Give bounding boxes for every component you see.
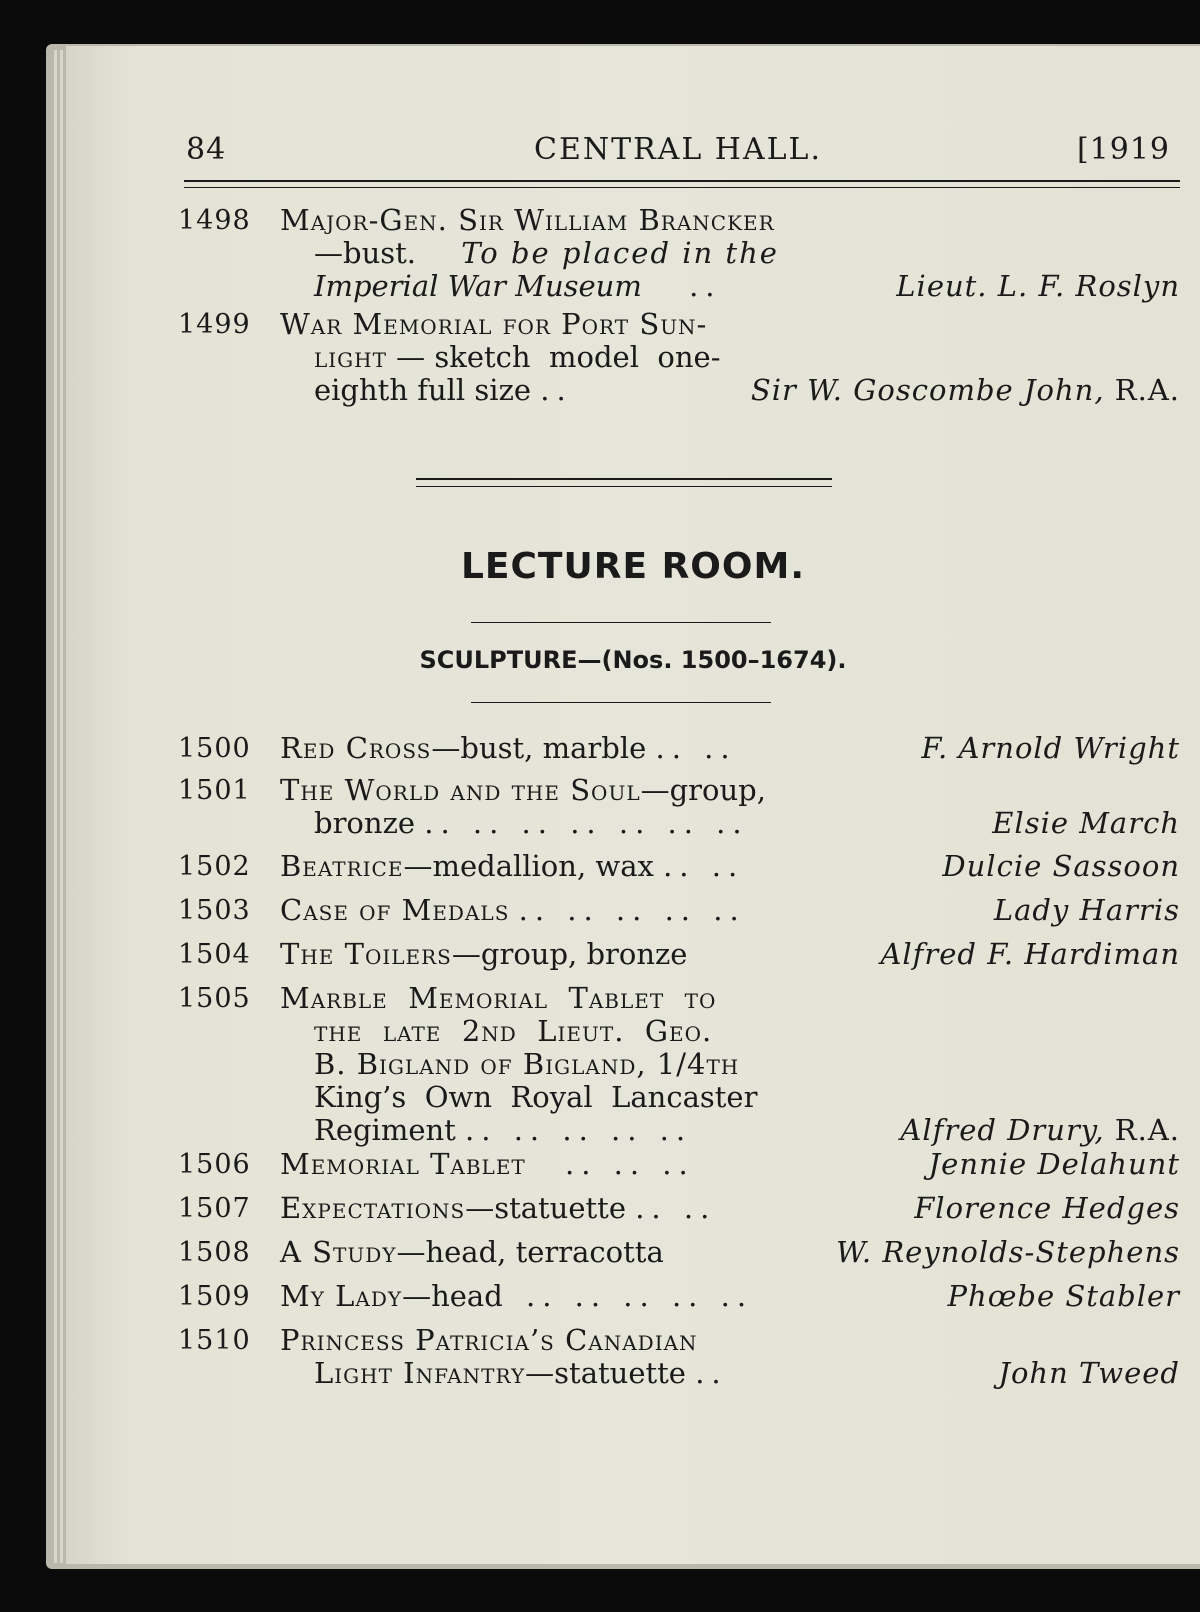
entry-title: Red Cross: [280, 731, 432, 765]
entry-title: The Toilers: [280, 937, 452, 971]
entry-title-cont: King’s Own Royal Lancaster: [314, 1081, 758, 1114]
section-title: LECTURE ROOM.: [460, 546, 805, 587]
header-rule: [184, 180, 1180, 188]
entry-artist: W. Reynolds-Stephens: [836, 1235, 1180, 1269]
catalogue-entry: 1498 Major-Gen. Sir William Brancker —bust. To be placed in the Imperial War Museum .. Lieut. L. F. Roslyn: [178, 204, 1180, 303]
entry-description: —group, bronze: [451, 937, 688, 971]
entry-title: Memorial Tablet: [280, 1147, 526, 1181]
entry-note: To be placed in the: [461, 237, 779, 270]
entry-number: 1502: [178, 851, 251, 882]
entry-artist: Phœbe Stabler: [947, 1279, 1180, 1313]
entry-description: —group,: [640, 774, 766, 807]
entry-number: 1501: [178, 775, 251, 806]
catalogue-entry: 1509 My Lady—head .. .. .. .. .. Phœbe Stabler: [178, 1279, 1180, 1313]
entry-description: — sketch model one-: [396, 341, 721, 374]
entry-title-cont: light: [314, 341, 387, 374]
entry-number: 1509: [178, 1281, 251, 1312]
entry-description: —head, terracotta: [396, 1235, 664, 1269]
entry-artist: Sir W. Goscombe John,: [750, 373, 1105, 407]
entry-number: 1506: [178, 1149, 251, 1180]
entry-title: Major-Gen. Sir William Brancker: [280, 204, 775, 237]
entry-number: 1499: [178, 309, 251, 340]
entry-description: bronze: [314, 806, 416, 840]
catalogue-entry: 1500 Red Cross—bust, marble .. .. F. Arnold Wright: [178, 731, 1180, 765]
entry-number: 1498: [178, 205, 251, 236]
catalogue-entry: 1505 Marble Memorial Tablet to the late 2nd Lieut. Geo. B. Bigland of Bigland, 1/4th King’s Own Royal Lancaster Regiment .. .. .. .. .. Alfred Drury, R.A.: [178, 982, 1180, 1147]
catalogue-entry: 1507 Expectations—statuette .. .. Florence Hedges: [178, 1191, 1180, 1225]
entry-artist: Elsie March: [992, 806, 1180, 840]
entry-title-cont: the late 2nd Lieut. Geo.: [314, 1015, 713, 1048]
catalogue-entry: 1499 War Memorial for Port Sun- light — sketch model one- eighth full size .. Sir W. Goscombe John, R.A.: [178, 308, 1180, 407]
entry-artist: Dulcie Sassoon: [942, 849, 1180, 883]
running-head: [186, 132, 1170, 176]
entry-number: 1503: [178, 895, 251, 926]
subtitle-rule: [471, 702, 771, 703]
catalogue-entry: 1501 The World and the Soul—group, bronze .. .. .. .. .. .. .. Elsie March: [178, 774, 1180, 840]
catalogue-entry: 1503 Case of Medals .. .. .. .. .. Lady Harris: [178, 893, 1180, 927]
entry-artist: Lieut. L. F. Roslyn: [896, 269, 1180, 303]
book-page: [66, 46, 1200, 1564]
entry-artist: Jennie Delahunt: [928, 1147, 1180, 1181]
entry-title: Marble Memorial Tablet to: [280, 982, 717, 1015]
entry-title-cont: Regiment: [314, 1113, 456, 1147]
entry-title: Expectations: [280, 1191, 466, 1225]
entry-description: —medallion, wax: [403, 849, 654, 883]
entry-artist: John Tweed: [998, 1356, 1180, 1390]
entry-title: My Lady: [280, 1279, 403, 1313]
entry-number: 1500: [178, 733, 251, 764]
entry-description: eighth full size: [314, 373, 532, 407]
entry-description: —bust, marble: [431, 731, 647, 765]
entry-number: 1507: [178, 1193, 251, 1224]
catalogue-entry: 1506 Memorial Tablet .. .. .. Jennie Delahunt: [178, 1147, 1180, 1181]
catalogue-entry: [178, 1236, 1180, 1269]
entry-description: —statuette: [525, 1356, 686, 1390]
subsection-title: SCULPTURE—(Nos. 1500–1674).: [419, 646, 847, 674]
entry-number: 1508: [178, 1237, 251, 1268]
page-number: 84: [186, 132, 227, 167]
entry-description: —statuette: [465, 1191, 626, 1225]
entry-title: Case of Medals: [280, 893, 510, 927]
running-year: [1919: [1076, 132, 1170, 167]
entry-number: 1504: [178, 939, 251, 970]
entry-artist-suffix: R.A.: [1114, 1113, 1180, 1147]
catalogue-entry: 1502 Beatrice—medallion, wax .. .. Dulcie Sassoon: [178, 849, 1180, 883]
entry-artist: Lady Harris: [993, 893, 1180, 927]
entry-title: The World and the Soul: [280, 774, 641, 807]
entry-title-cont: Light Infantry: [314, 1356, 526, 1390]
entry-description: —head: [402, 1279, 503, 1313]
running-title: CENTRAL HALL.: [533, 132, 823, 167]
entry-title: Princess Patricia’s Canadian: [280, 1324, 698, 1357]
entry-artist: Alfred F. Hardiman: [880, 937, 1180, 971]
entry-artist-suffix: R.A.: [1114, 373, 1180, 407]
entry-title: War Memorial for Port Sun-: [280, 308, 708, 341]
catalogue-entry: 1510 Princess Patricia’s Canadian Light Infantry—statuette .. John Tweed: [178, 1324, 1180, 1390]
entry-title-cont: B. Bigland of Bigland, 1/4th: [314, 1048, 740, 1081]
section-divider: [416, 478, 832, 487]
entry-artist: F. Arnold Wright: [921, 731, 1180, 765]
entry-title: Beatrice: [280, 849, 404, 883]
entry-number: 1510: [178, 1325, 251, 1356]
catalogue-entry: [178, 938, 1180, 971]
entry-note: Imperial War Museum: [314, 269, 642, 303]
entry-artist: Florence Hedges: [914, 1191, 1180, 1225]
entry-artist: Alfred Drury,: [900, 1113, 1105, 1147]
title-rule: [471, 622, 771, 623]
entry-title: A Study: [280, 1235, 397, 1269]
entry-number: 1505: [178, 983, 251, 1014]
entry-description: —bust.: [314, 237, 416, 270]
